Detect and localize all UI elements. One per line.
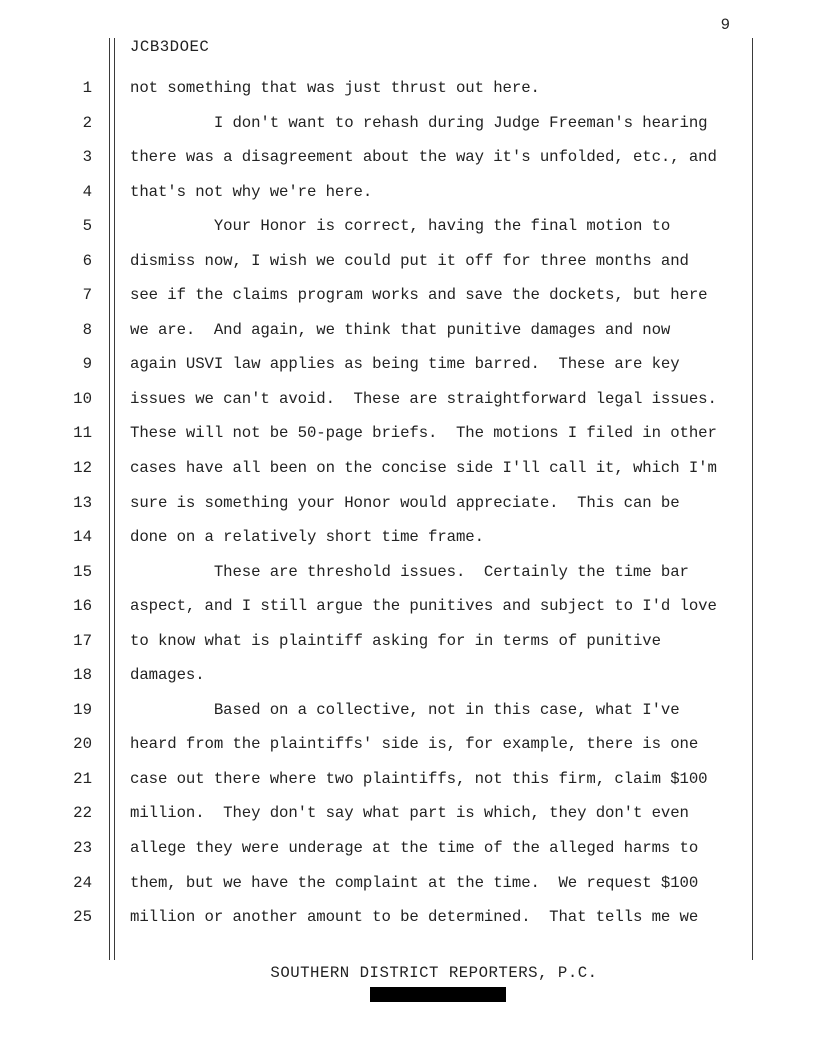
header-code: JCB3DOEC	[130, 38, 210, 56]
transcript-line	[0, 693, 816, 728]
transcript-line	[0, 762, 816, 797]
line-number: 21	[73, 769, 92, 788]
line-number: 2	[82, 113, 92, 132]
line-text: million. They don't say what part is which, they don't even	[130, 804, 689, 823]
line-number: 22	[73, 804, 92, 823]
line-text: cases have all been on the concise side I'll call it, which I'm	[130, 459, 717, 478]
line-number: 24	[73, 873, 92, 892]
line-number: 14	[73, 528, 92, 547]
line-number: 5	[82, 217, 92, 236]
line-text: Based on a collective, not in this case, what I've	[130, 700, 680, 719]
line-text: dismiss now, I wish we could put it off for three months and	[130, 251, 689, 270]
transcript-line	[0, 486, 816, 521]
transcript-body	[0, 71, 816, 935]
line-text: case out there where two plaintiffs, not this firm, claim $100	[130, 769, 708, 788]
line-text: again USVI law applies as being time barred. These are key	[130, 355, 680, 374]
transcript-line	[0, 866, 816, 901]
transcript-line	[0, 313, 816, 348]
line-text: Your Honor is correct, having the final motion to	[130, 217, 671, 236]
line-number: 16	[73, 597, 92, 616]
line-number: 1	[82, 79, 92, 97]
transcript-line	[0, 71, 816, 106]
line-text: allege they were underage at the time of the alleged harms to	[130, 839, 699, 858]
transcript-line	[0, 831, 816, 866]
transcript-line	[0, 278, 816, 313]
line-text: These will not be 50-page briefs. The motions I filed in other	[130, 424, 717, 443]
transcript-line	[0, 347, 816, 382]
line-text: heard from the plaintiffs' side is, for example, there is one	[130, 735, 699, 754]
transcript-line	[0, 382, 816, 417]
line-number: 12	[73, 459, 92, 478]
line-number: 17	[73, 631, 92, 650]
transcript-line	[0, 520, 816, 555]
line-number: 4	[82, 182, 92, 201]
line-number: 19	[73, 700, 92, 719]
line-text: see if the claims program works and save the dockets, but here	[130, 286, 708, 305]
line-number: 9	[82, 355, 92, 374]
line-number: 3	[82, 148, 92, 167]
line-number: 20	[73, 735, 92, 754]
transcript-line	[0, 555, 816, 590]
line-text: million or another amount to be determined. That tells me we	[130, 908, 699, 927]
redaction-bar	[370, 987, 506, 1002]
page-number: 9	[720, 16, 730, 34]
reporter-footer: SOUTHERN DISTRICT REPORTERS, P.C.	[270, 964, 598, 982]
line-text: aspect, and I still argue the punitives and subject to I'd love	[130, 597, 717, 616]
line-number: 23	[73, 839, 92, 858]
line-number: 18	[73, 666, 92, 685]
line-number: 13	[73, 493, 92, 512]
transcript-line	[0, 658, 816, 693]
line-number: 8	[82, 320, 92, 339]
transcript-line	[0, 727, 816, 762]
line-text: them, but we have the complaint at the time. We request $100	[130, 873, 699, 892]
line-number: 6	[82, 251, 92, 270]
line-number: 15	[73, 562, 92, 581]
line-number: 10	[73, 389, 92, 408]
transcript-line	[0, 451, 816, 486]
line-text: not something that was just thrust out here.	[130, 79, 540, 97]
line-text: there was a disagreement about the way it's unfolded, etc., and	[130, 148, 717, 167]
transcript-line	[0, 416, 816, 451]
line-text: issues we can't avoid. These are straightforward legal issues.	[130, 389, 717, 408]
transcript-line	[0, 140, 816, 175]
line-text: I don't want to rehash during Judge Freeman's hearing	[130, 113, 708, 132]
line-text: we are. And again, we think that punitive damages and now	[130, 320, 671, 339]
transcript-line	[0, 244, 816, 279]
line-number: 7	[82, 286, 92, 305]
line-number: 25	[73, 908, 92, 927]
line-text: done on a relatively short time frame.	[130, 528, 484, 547]
transcript-line	[0, 209, 816, 244]
line-text: These are threshold issues. Certainly the time bar	[130, 562, 689, 581]
transcript-line	[0, 106, 816, 141]
line-text: sure is something your Honor would appreciate. This can be	[130, 493, 680, 512]
transcript-line	[0, 589, 816, 624]
line-text: damages.	[130, 666, 205, 685]
transcript-line	[0, 900, 816, 935]
line-text: that's not why we're here.	[130, 182, 373, 201]
transcript-line	[0, 796, 816, 831]
transcript-line	[0, 624, 816, 659]
transcript-line	[0, 175, 816, 210]
line-number: 11	[73, 424, 92, 443]
line-text: to know what is plaintiff asking for in terms of punitive	[130, 631, 661, 650]
